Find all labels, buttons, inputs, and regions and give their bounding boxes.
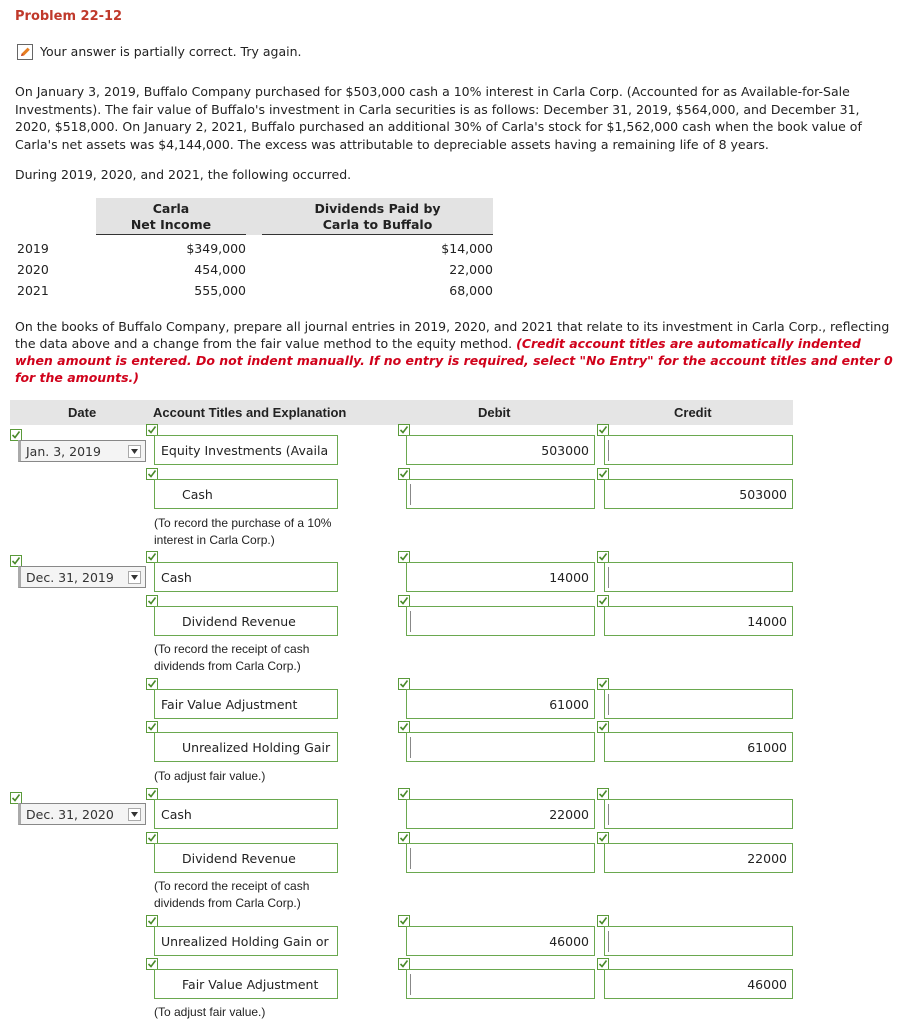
answer-status: Your answer is partially correct. Try again.: [40, 44, 302, 59]
row-net-income: 555,000: [194, 283, 246, 298]
text-cursor: [410, 611, 411, 632]
debit-amount-input[interactable]: 503000: [406, 435, 595, 465]
divider: [262, 234, 493, 235]
credit-amount-input[interactable]: [604, 562, 793, 592]
col-dividends-header: Dividends Paid by Carla to Buffalo: [314, 201, 441, 232]
debit-amount-input[interactable]: 61000: [406, 689, 595, 719]
credit-amount-input[interactable]: [604, 926, 793, 956]
credit-amount-input[interactable]: 503000: [604, 479, 793, 509]
text-cursor: [608, 440, 609, 461]
account-title-input[interactable]: Cash: [154, 799, 338, 829]
entry-explanation: (To adjust fair value.): [154, 1005, 266, 1019]
instructions-emphasis: (Credit account titles are automatically indented when amount is entered. Do not indent manually. If no entry is required, select "No Entry" for the account titles and enter 0 for the amounts.): [15, 336, 893, 385]
date-header: Date: [68, 405, 97, 420]
row-year: 2019: [17, 241, 49, 256]
credit-amount-input[interactable]: 46000: [604, 969, 793, 999]
chevron-down-icon: [128, 808, 141, 821]
during-text: During 2019, 2020, and 2021, the following occurred.: [15, 167, 352, 182]
row-net-income: 454,000: [194, 262, 246, 277]
problem-text: On January 3, 2019, Buffalo Company purchased for $503,000 cash a 10% interest in Carla Corp. (Accounted for as Available-for-Sale Investments). The fair value of Buffalo's investment in Carla securities is as follows: December 31, 2019, $564,000, and December 31, 2020, $518,000. On January 2, 2021, Buffalo purchased an additional 30% of Carla's stock for $1,562,000 cash when the book value of Carla's net assets was $4,144,000. The excess was attributable to depreciable assets having a remaining life of 8 years.: [15, 84, 862, 152]
instructions: On the books of Buffalo Company, prepare all journal entries in 2019, 2020, and 2021 that relate to its investment in Carla Corp., reflecting the data above and a change from the fair value method to the equity method. (Credit account titles are automatically indented when amount is entered. Do not indent manually. If no entry is required, select "No Entry" for the account titles and enter 0 for the amounts.): [15, 319, 893, 385]
date-select[interactable]: Jan. 3, 2019: [18, 440, 146, 462]
entry-explanation: (To record the receipt of cash dividends from Carla Corp.): [154, 879, 310, 910]
debit-amount-input[interactable]: [406, 479, 595, 509]
text-cursor: [608, 931, 609, 952]
date-select[interactable]: Dec. 31, 2019: [18, 566, 146, 588]
credit-amount-input[interactable]: [604, 799, 793, 829]
text-cursor: [608, 567, 609, 588]
entry-explanation: (To record the receipt of cash dividends from Carla Corp.): [154, 642, 310, 673]
credit-amount-input[interactable]: 14000: [604, 606, 793, 636]
debit-amount-input[interactable]: [406, 606, 595, 636]
row-dividends: 22,000: [449, 262, 493, 277]
chevron-down-icon: [128, 445, 141, 458]
col-net-income-header: Carla Net Income: [130, 201, 212, 232]
debit-header: Debit: [478, 405, 511, 420]
entry-explanation: (To record the purchase of a 10% interest in Carla Corp.): [154, 516, 332, 547]
divider: [96, 234, 246, 235]
journal-header: [10, 400, 793, 425]
text-cursor: [410, 974, 411, 995]
debit-amount-input[interactable]: 46000: [406, 926, 595, 956]
text-cursor: [410, 737, 411, 758]
account-header: Account Titles and Explanation: [153, 405, 347, 420]
credit-header: Credit: [674, 405, 712, 420]
debit-amount-input[interactable]: [406, 969, 595, 999]
text-cursor: [410, 484, 411, 505]
account-title-input[interactable]: Cash: [154, 562, 338, 592]
credit-amount-input[interactable]: [604, 435, 793, 465]
account-title-input[interactable]: Unrealized Holding Gair: [154, 732, 338, 762]
problem-title: Problem 22-12: [15, 9, 123, 24]
credit-amount-input[interactable]: 61000: [604, 732, 793, 762]
partial-correct-icon: [17, 44, 33, 60]
debit-amount-input[interactable]: 14000: [406, 562, 595, 592]
row-dividends: $14,000: [441, 241, 493, 256]
row-dividends: 68,000: [449, 283, 493, 298]
row-year: 2021: [17, 283, 49, 298]
account-title-input[interactable]: Fair Value Adjustment: [154, 689, 338, 719]
debit-amount-input[interactable]: 22000: [406, 799, 595, 829]
debit-amount-input[interactable]: [406, 732, 595, 762]
text-cursor: [608, 694, 609, 715]
row-year: 2020: [17, 262, 49, 277]
account-title-input[interactable]: Equity Investments (Availa: [154, 435, 338, 465]
account-title-input[interactable]: Dividend Revenue: [154, 606, 338, 636]
credit-amount-input[interactable]: [604, 689, 793, 719]
chevron-down-icon: [128, 571, 141, 584]
account-title-input[interactable]: Fair Value Adjustment: [154, 969, 338, 999]
date-select[interactable]: Dec. 31, 2020: [18, 803, 146, 825]
debit-amount-input[interactable]: [406, 843, 595, 873]
text-cursor: [608, 804, 609, 825]
account-title-input[interactable]: Cash: [154, 479, 338, 509]
row-net-income: $349,000: [186, 241, 246, 256]
account-title-input[interactable]: Unrealized Holding Gain or: [154, 926, 338, 956]
text-cursor: [410, 848, 411, 869]
entry-explanation: (To adjust fair value.): [154, 769, 266, 783]
account-title-input[interactable]: Dividend Revenue: [154, 843, 338, 873]
credit-amount-input[interactable]: 22000: [604, 843, 793, 873]
